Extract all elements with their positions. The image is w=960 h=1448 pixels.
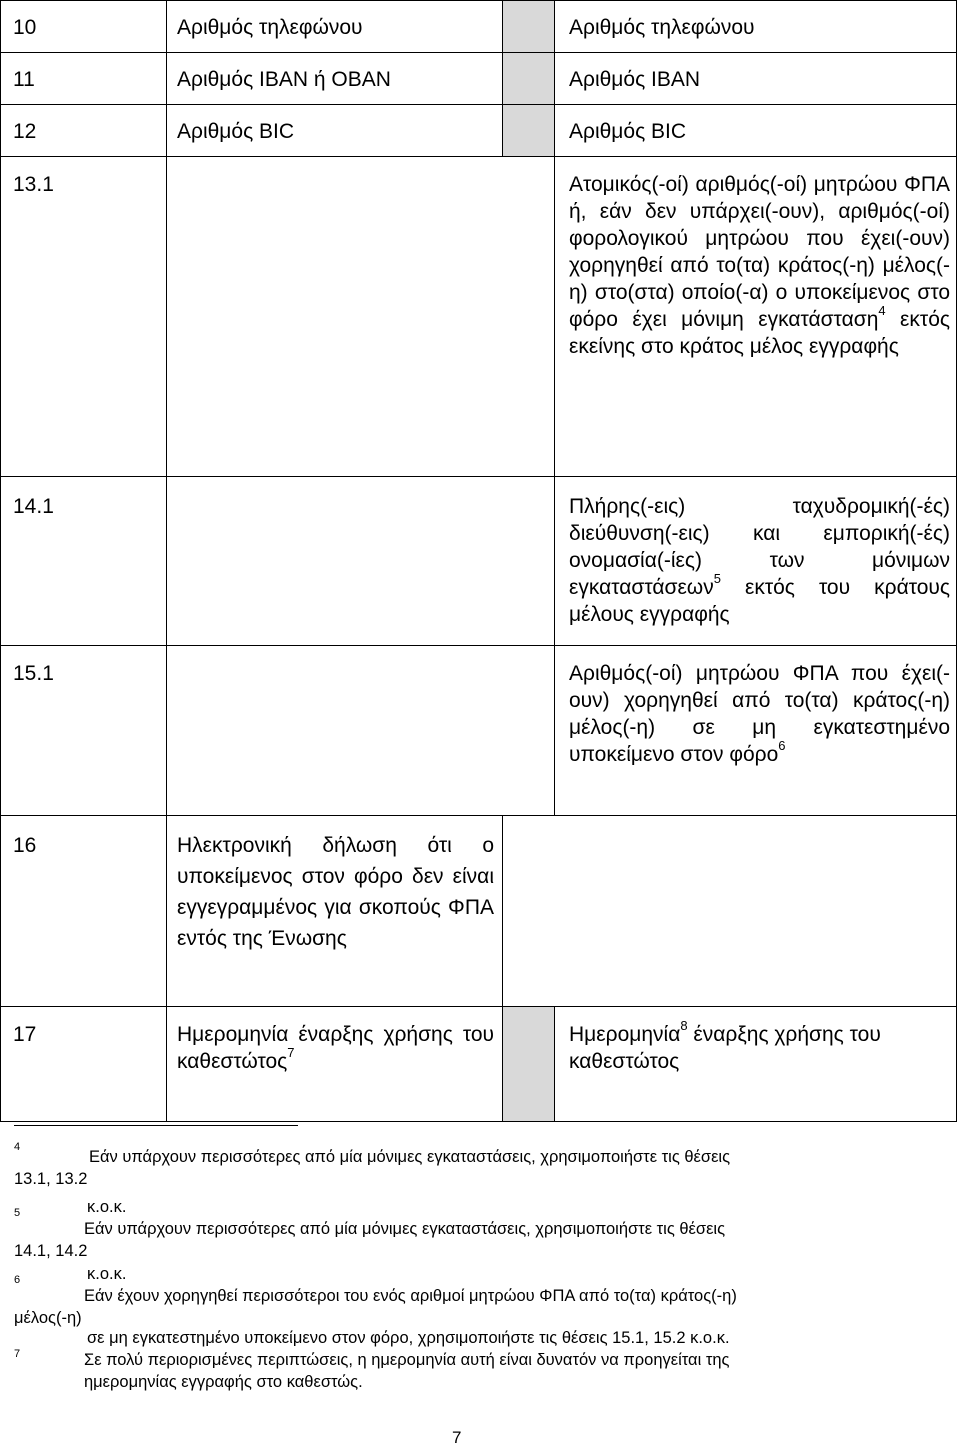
row-label (167, 1007, 503, 1122)
label-text: Ημερομηνία έναρξης χρήσης του καθεστώτος (177, 1023, 494, 1073)
row-number: 10 (1, 1, 167, 53)
footnote-ref: 7 (287, 1045, 295, 1060)
footnote-continuation: ημερομηνίας εγγραφής στο καθεστώς. (84, 1373, 363, 1391)
page-number: 7 (452, 1428, 462, 1447)
footnote-text: Σε πολύ περιορισμένες περιπτώσεις, η ημερομηνία αυτή είναι δυνατόν να προηγείται της (84, 1351, 730, 1369)
row-label (167, 646, 555, 816)
footnote-mark: 6 (14, 1274, 21, 1286)
field-text-tail: εκτός εκείνης στο κράτος μέλος εγγραφής (569, 308, 951, 358)
row-label: Αριθμός τηλεφώνου (167, 1, 503, 53)
row-label: Αριθμός IBAN ή OBAN (167, 53, 503, 105)
table-row (1, 53, 957, 105)
row-label (167, 157, 555, 477)
footnote-prefix: κ.ο.κ. (87, 1198, 127, 1216)
field-text: Πλήρης(-εις) ταχυδρομική(-ές) διεύθυνση(-εις) και εμπορική(-ές) ονομασία(-ίες) των μόνιμων εγκαταστάσεων (569, 495, 950, 599)
row-number: 16 (1, 816, 167, 1007)
row-field (555, 477, 957, 646)
table-row (1, 646, 957, 816)
footnote-continuation: μέλος(-η) (14, 1309, 82, 1327)
field-text: Αριθμός(-οί) μητρώου ΦΠΑ που έχει(-ουν) χορηγηθεί από το(τα) κράτος(-η) μέλος(-η) σε μη εγκατεστημένο υποκείμενο στον φόρο (569, 662, 950, 766)
footnote (14, 1327, 892, 1393)
field-text: Ημερομηνία (569, 1023, 681, 1046)
footnote-prefix: κ.ο.κ. (87, 1265, 127, 1283)
table-row (1, 105, 957, 157)
footnote-continuation: 14.1, 14.2 (14, 1242, 88, 1260)
footnote-text: Εάν υπάρχουν περισσότερες από μία μόνιμες εγκαταστάσεις, χρησιμοποιήστε τις θέσεις (84, 1220, 726, 1238)
shaded-cell (503, 105, 555, 157)
shaded-cell (503, 1007, 555, 1122)
footnote-separator (14, 1125, 298, 1126)
footnote-ref: 6 (778, 738, 786, 753)
table-row (1, 1007, 957, 1122)
row-field: Αριθμός BIC (555, 105, 957, 157)
footnote-mark: 4 (14, 1141, 21, 1153)
row-field (555, 1007, 957, 1122)
row-field (555, 646, 957, 816)
footnote-ref: 8 (680, 1018, 688, 1033)
table-row (1, 1, 957, 53)
row-number: 15.1 (1, 646, 167, 816)
row-field: Αριθμός τηλεφώνου (555, 1, 957, 53)
footnote-mark: 7 (14, 1348, 21, 1360)
footnote-text: Εάν έχουν χορηγηθεί περισσότεροι του ενός αριθμοί μητρώου ΦΠΑ από το(τα) κράτος(-η) (84, 1287, 737, 1305)
shaded-cell (503, 1, 555, 53)
table-row (1, 477, 957, 646)
row-number: 14.1 (1, 477, 167, 646)
footnote-ref: 4 (878, 303, 886, 318)
footnote (14, 1140, 892, 1190)
footnote-text: Εάν υπάρχουν περισσότερες από μία μόνιμες εγκαταστάσεις, χρησιμοποιήστε τις θέσεις (89, 1148, 731, 1166)
row-field: Αριθμός IBAN (555, 53, 957, 105)
footnote-continuation: 13.1, 13.2 (14, 1170, 88, 1188)
row-label: Αριθμός BIC (167, 105, 503, 157)
footnote (14, 1263, 892, 1329)
footnote-mark: 5 (14, 1207, 21, 1219)
row-number: 17 (1, 1007, 167, 1122)
row-label: Ηλεκτρονική δήλωση ότι ο υποκείμενος στον φόρο δεν είναι εγγεγραμμένος για σκοπούς ΦΠΑ εντός της Ένωσης (167, 816, 503, 1007)
table-row (1, 157, 957, 477)
row-number: 12 (1, 105, 167, 157)
field-text-tail: έναρξης χρήσης του καθεστώτος (569, 1023, 881, 1073)
row-field (555, 157, 957, 477)
footnote-prefix: σε μη εγκατεστημένο υποκείμενο στον φόρο, χρησιμοποιήστε τις θέσεις 15.1, 15.2 κ.ο.κ. (87, 1329, 730, 1347)
field-text-tail: εκτός του κράτους μέλους εγγραφής (569, 576, 950, 626)
footnote (14, 1196, 892, 1262)
footnote-ref: 5 (713, 571, 721, 586)
field-text: ΦΠΑ ή, εάν δεν υπάρχει(-ουν), αριθμός(-οί) φορολογικού μητρώου που έχει(-ουν) χορηγηθεί από το(τα) κράτος(-η) μέλος(-η) στο(στα) οποίο(-α) ο υποκείμενος στο φόρο έχει μόνιμη εγκατάσταση (569, 173, 950, 331)
shaded-cell (503, 53, 555, 105)
row-label (167, 477, 555, 646)
row-field (503, 816, 957, 1007)
row-number: 13.1 (1, 157, 167, 477)
row-number: 11 (1, 53, 167, 105)
field-text-line1: Ατομικός(-οί) αριθμός(-οί) μητρώου (569, 173, 898, 196)
table-row (1, 816, 957, 1007)
